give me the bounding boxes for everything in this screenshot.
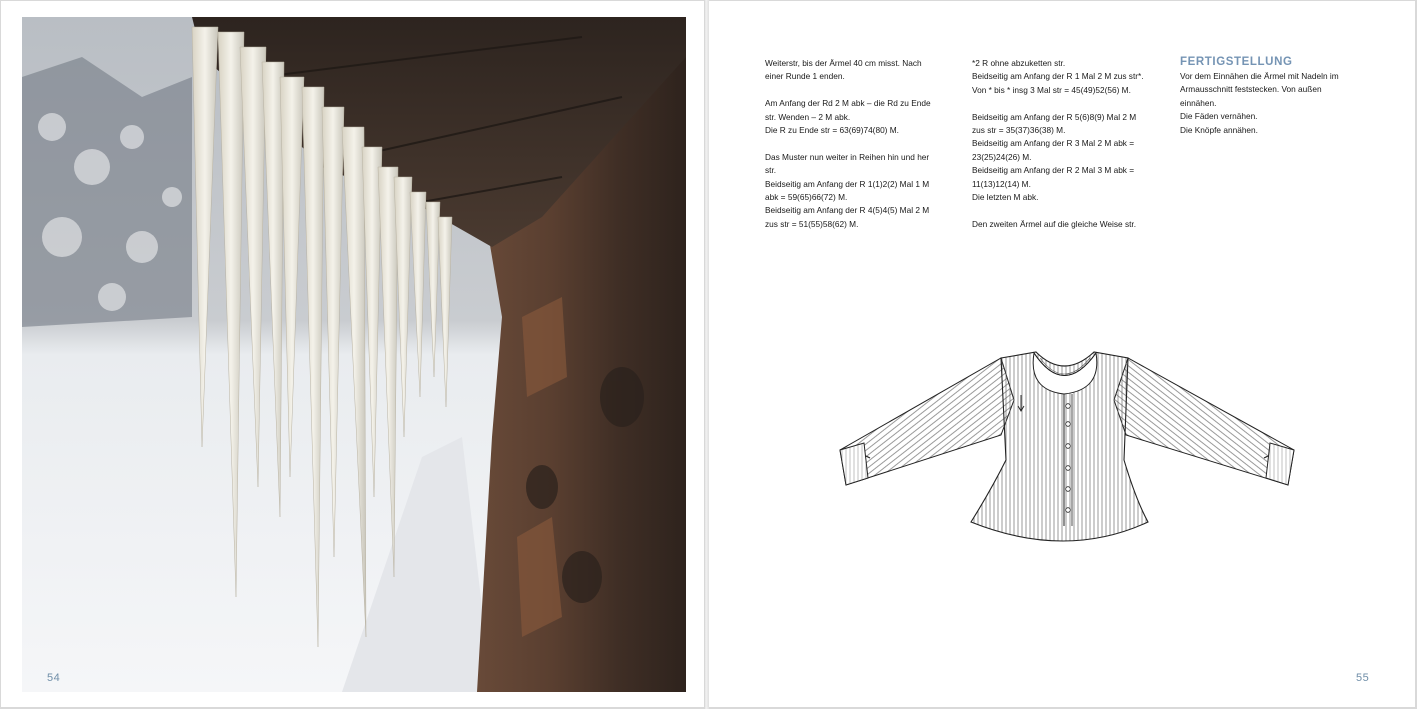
page-number-left: 54 [47, 672, 61, 684]
instructions-column-1 [765, 57, 955, 245]
paragraph: Den zweiten Ärmel auf die gleiche Weise str. [972, 218, 1137, 229]
page-number-right: 55 [1356, 672, 1370, 684]
finishing-line: einnähen. [1180, 97, 1217, 108]
paragraph: Weiterstr, bis der Ärmel 40 cm misst. Nach einer Runde 1 enden. [765, 58, 922, 82]
paragraph: *2 R ohne abzuketten str. Beidseitig am Anfang der R 1 Mal 2 M zus str*. Von * bis * insg 3 Mal str = 45(49)52(56) M. [972, 58, 1144, 95]
icicles-photo [22, 17, 686, 692]
cardigan-sketch-icon [836, 350, 1298, 555]
finishing-line: Die Fäden vernähen. [1180, 111, 1258, 122]
paragraph: Das Muster nun weiter in Reihen hin und her str. Beidseitig am Anfang der R 1(1)2(2) Mal 1 M abk = 59(65)66(72) M. Beidseitig am Anfang der R 4(5)4(5) Mal 2 M zus str = 51(55)58(62) M. [765, 151, 930, 229]
finishing-line: Die Knöpfe annähen. [1180, 124, 1258, 135]
section-heading: FERTIGSTELLUNG [1180, 56, 1293, 68]
paragraph: Am Anfang der Rd 2 M abk – die Rd zu Ende str. Wenden – 2 M abk. Die R zu Ende str = 63(69)74(80) M. [765, 98, 931, 136]
paragraph: Beidseitig am Anfang der R 5(6)8(9) Mal 2 M zus str = 35(37)36(38) M. Beidseitig am Anfang der R 3 Mal 2 M abk = 23(25)24(26) M. Beidseitig am Anfang der R 2 Mal 3 M abk = 11(13)12(14) M. Die letzten M abk. [972, 111, 1137, 203]
finishing-column [1180, 55, 1365, 137]
finishing-line: Vor dem Einnähen die Ärmel mit Nadeln im [1180, 71, 1339, 81]
finishing-line: Armausschnitt feststecken. Von außen [1180, 84, 1322, 95]
instructions-column-2 [972, 57, 1167, 245]
